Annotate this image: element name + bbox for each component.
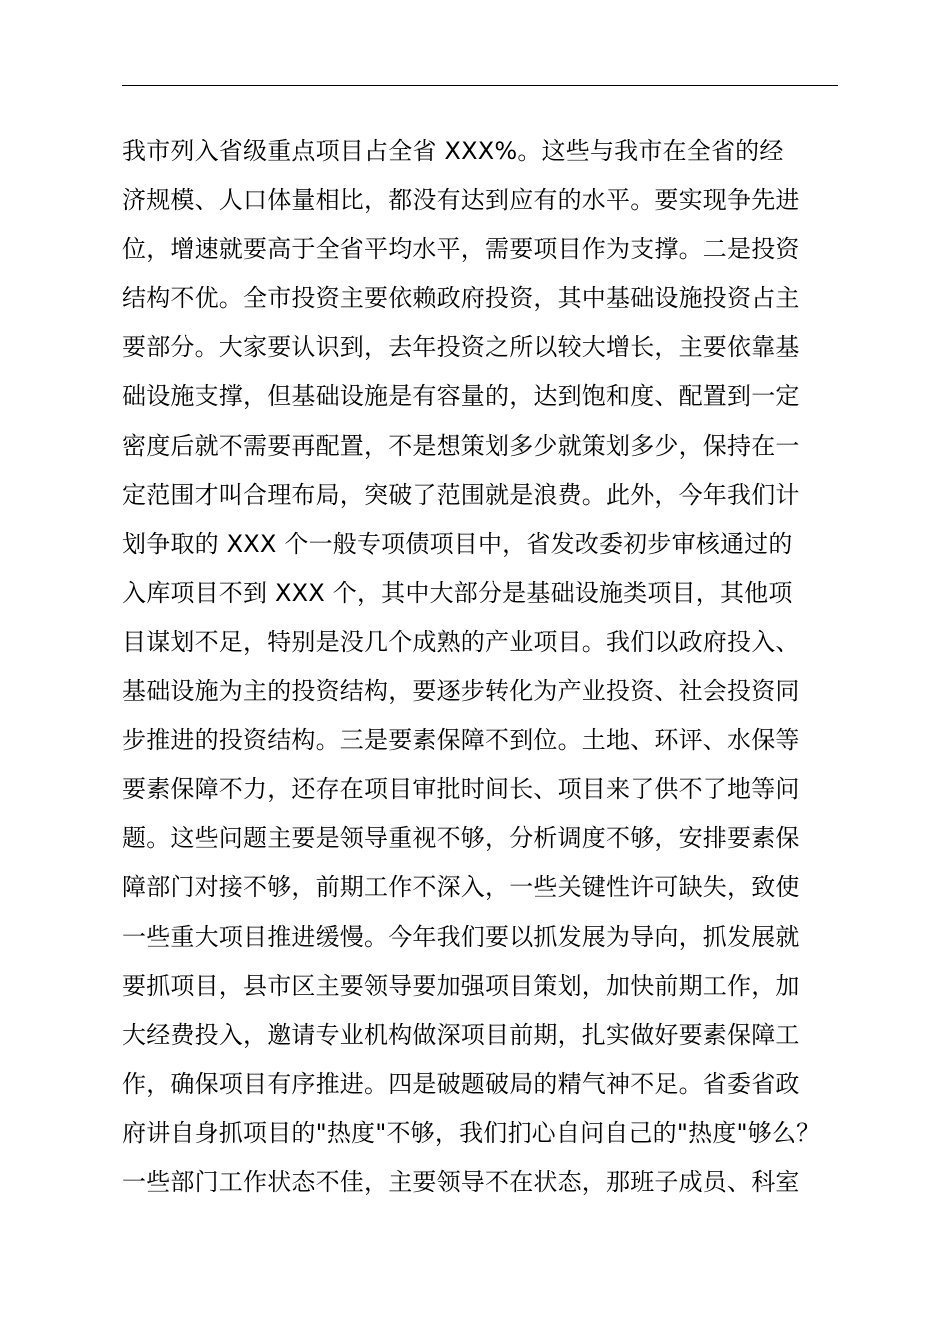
text-line: 大经费投入，邀请专业机构做深项目前期，扎实做好要素保障工	[122, 1020, 800, 1049]
text-line: 我市列入省级重点项目占全省 XXX%。这些与我市在全省的经	[122, 137, 784, 165]
text-line: 障部门对接不够，前期工作不深入，一些关键性许可缺失，致使	[122, 873, 800, 902]
text-line: 要抓项目，县市区主要领导要加强项目策划，加快前期工作，加	[122, 971, 800, 1000]
text-line: 位，增速就要高于全省平均水平，需要项目作为支撑。二是投资	[122, 235, 800, 264]
text-line: 一些部门工作状态不佳，主要领导不在状态，那班子成员、科室	[122, 1167, 800, 1196]
text-line: 步推进的投资结构。三是要素保障不到位。土地、环评、水保等	[122, 726, 800, 755]
text-line: 目谋划不足，特别是没几个成熟的产业项目。我们以政府投入、	[122, 627, 800, 656]
text-line: 密度后就不需要再配置，不是想策划多少就策划多少，保持在一	[122, 431, 800, 460]
body-paragraph	[122, 127, 882, 1207]
text-line: 划争取的 XXX 个一般专项债项目中，省发改委初步审核通过的	[122, 529, 793, 558]
text-line: 府讲自身抓项目的"热度"不够，我们扪心自问自己的"热度"够么？	[122, 1118, 821, 1147]
text-line: 一些重大项目推进缓慢。今年我们要以抓发展为导向，抓发展就	[122, 922, 800, 951]
header-rule	[122, 85, 838, 86]
text-line: 要部分。大家要认识到，去年投资之所以较大增长，主要依靠基	[122, 333, 800, 362]
text-line: 基础设施为主的投资结构，要逐步转化为产业投资、社会投资同	[122, 677, 800, 706]
text-line: 入库项目不到 XXX 个，其中大部分是基础设施类项目，其他项	[122, 578, 793, 607]
text-line: 题。这些问题主要是领导重视不够，分析调度不够，安排要素保	[122, 824, 800, 853]
text-line: 济规模、人口体量相比，都没有达到应有的水平。要实现争先进	[122, 186, 800, 215]
text-line: 础设施支撑，但基础设施是有容量的，达到饱和度、配置到一定	[122, 382, 800, 411]
text-line: 定范围才叫合理布局，突破了范围就是浪费。此外，今年我们计	[122, 480, 800, 509]
text-line: 作，确保项目有序推进。四是破题破局的精气神不足。省委省政	[122, 1069, 800, 1098]
text-line: 要素保障不力，还存在项目审批时间长、项目来了供不了地等问	[122, 775, 800, 804]
text-line: 结构不优。全市投资主要依赖政府投资，其中基础设施投资占主	[122, 284, 800, 313]
